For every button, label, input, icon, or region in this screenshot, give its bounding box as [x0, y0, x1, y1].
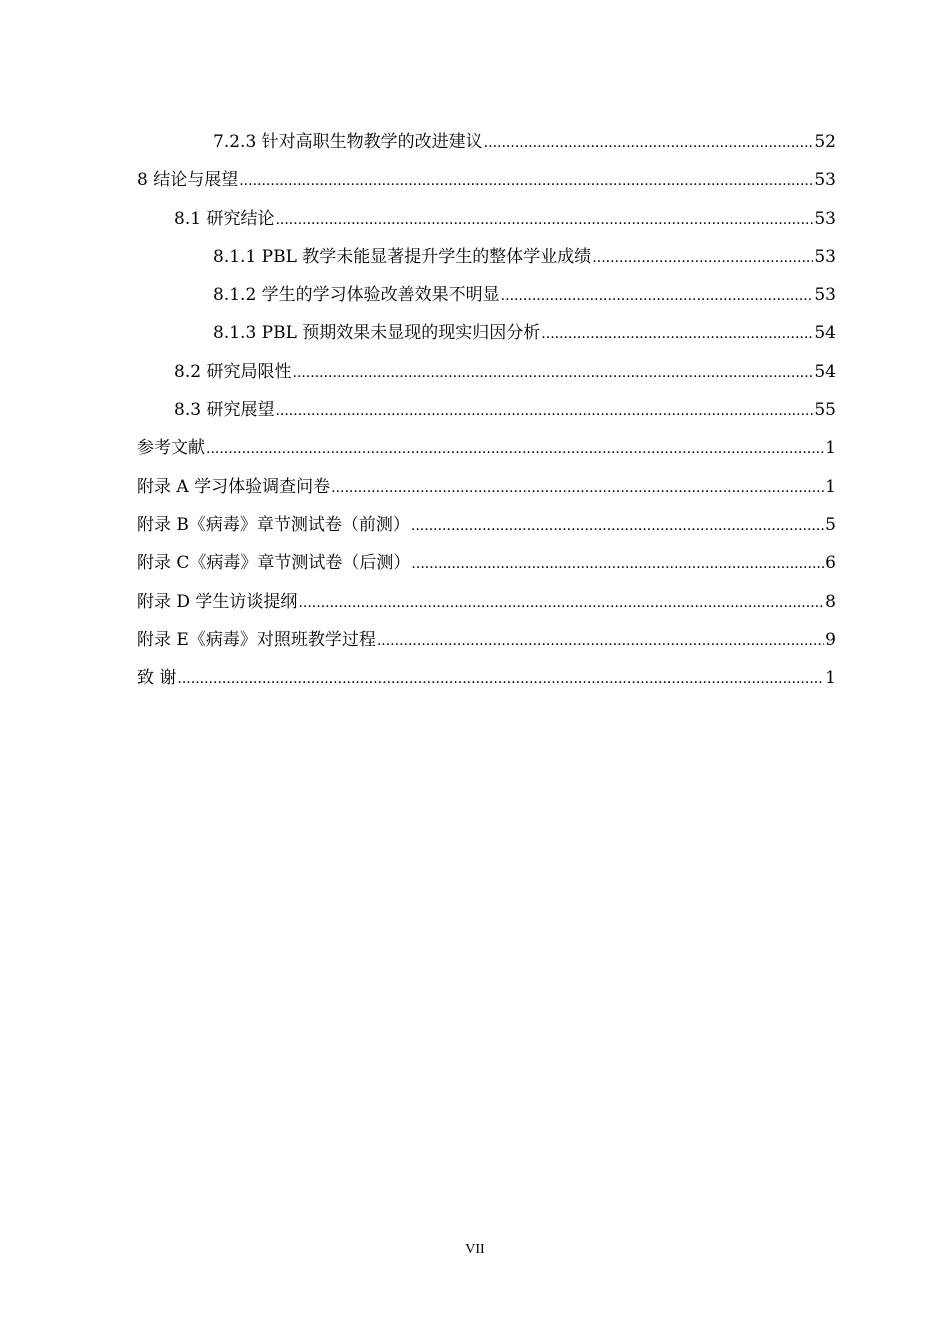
toc-entry-label: 附录 D 学生访谈提纲	[137, 591, 298, 612]
toc-entry-page: 54	[814, 323, 836, 344]
toc-entry-page: 9	[825, 629, 836, 650]
toc-dot-leader	[484, 123, 814, 162]
toc-dot-leader	[298, 583, 824, 622]
toc-entry-label: 附录 E《病毒》对照班教学过程	[137, 629, 376, 650]
toc-entry[interactable]	[137, 583, 836, 621]
toc-dot-leader	[275, 391, 813, 430]
toc-entry[interactable]	[137, 314, 836, 352]
toc-entry-label: 8.1 研究结论	[174, 208, 275, 229]
toc-dot-leader	[177, 659, 824, 698]
toc-dot-leader	[411, 544, 824, 583]
toc-entry-page: 53	[814, 285, 836, 306]
toc-entry-page: 1	[825, 438, 836, 459]
toc-dot-leader	[541, 314, 813, 353]
toc-entry[interactable]	[137, 544, 836, 582]
toc-entry[interactable]	[137, 621, 836, 659]
toc-entry-page: 53	[814, 246, 836, 267]
toc-entry[interactable]	[137, 659, 836, 697]
toc-dot-leader	[377, 621, 824, 660]
toc-entry-label: 致 谢	[137, 668, 177, 689]
toc-entry-page: 53	[814, 208, 836, 229]
toc-dot-leader	[411, 506, 824, 545]
toc-entry-label: 7.2.3 针对高职生物教学的改进建议	[213, 132, 483, 152]
toc-entry-page: 55	[814, 400, 836, 421]
toc-entry-label: 8.1.1 PBL 教学未能显著提升学生的整体学业成绩	[213, 246, 592, 267]
toc-dot-leader	[292, 353, 813, 392]
toc-entry-label: 附录 A 学习体验调查问卷	[137, 476, 331, 497]
table-of-contents	[137, 123, 836, 697]
toc-entry-label: 8.1.3 PBL 预期效果未显现的现实归因分析	[213, 323, 541, 344]
toc-entry[interactable]	[137, 429, 836, 467]
toc-dot-leader	[592, 238, 813, 277]
toc-entry-label: 参考文献	[137, 438, 205, 459]
toc-entry-label: 8.1.2 学生的学习体验改善效果不明显	[213, 285, 500, 306]
toc-dot-leader	[239, 161, 813, 200]
toc-entry-page: 6	[825, 553, 836, 574]
toc-entry-page: 53	[814, 170, 836, 191]
toc-entry-label: 附录 C《病毒》章节测试卷（后测）	[137, 553, 411, 574]
page-number: VII	[465, 1242, 485, 1257]
toc-entry[interactable]	[137, 200, 836, 238]
toc-dot-leader	[275, 200, 813, 239]
toc-entry-page: 54	[814, 361, 836, 382]
toc-entry-page: 1	[825, 668, 836, 689]
toc-entry-label: 附录 B《病毒》章节测试卷（前测）	[137, 514, 410, 535]
toc-entry[interactable]	[137, 123, 836, 161]
toc-entry[interactable]	[137, 238, 836, 276]
toc-entry[interactable]	[137, 468, 836, 506]
toc-entry-label: 8.3 研究展望	[174, 400, 275, 421]
toc-entry[interactable]	[137, 506, 836, 544]
toc-dot-leader	[501, 276, 814, 315]
toc-entry-page: 52	[814, 132, 836, 152]
toc-entry[interactable]	[137, 161, 836, 199]
toc-entry[interactable]	[137, 391, 836, 429]
toc-entry[interactable]	[137, 276, 836, 314]
toc-entry-label: 8 结论与展望	[137, 170, 239, 191]
toc-dot-leader	[331, 468, 824, 507]
toc-entry-label: 8.2 研究局限性	[174, 361, 292, 382]
toc-entry[interactable]	[137, 353, 836, 391]
toc-dot-leader	[206, 429, 824, 468]
toc-entry-page: 5	[825, 514, 836, 535]
toc-entry-page: 1	[825, 476, 836, 497]
toc-entry-page: 8	[825, 591, 836, 612]
